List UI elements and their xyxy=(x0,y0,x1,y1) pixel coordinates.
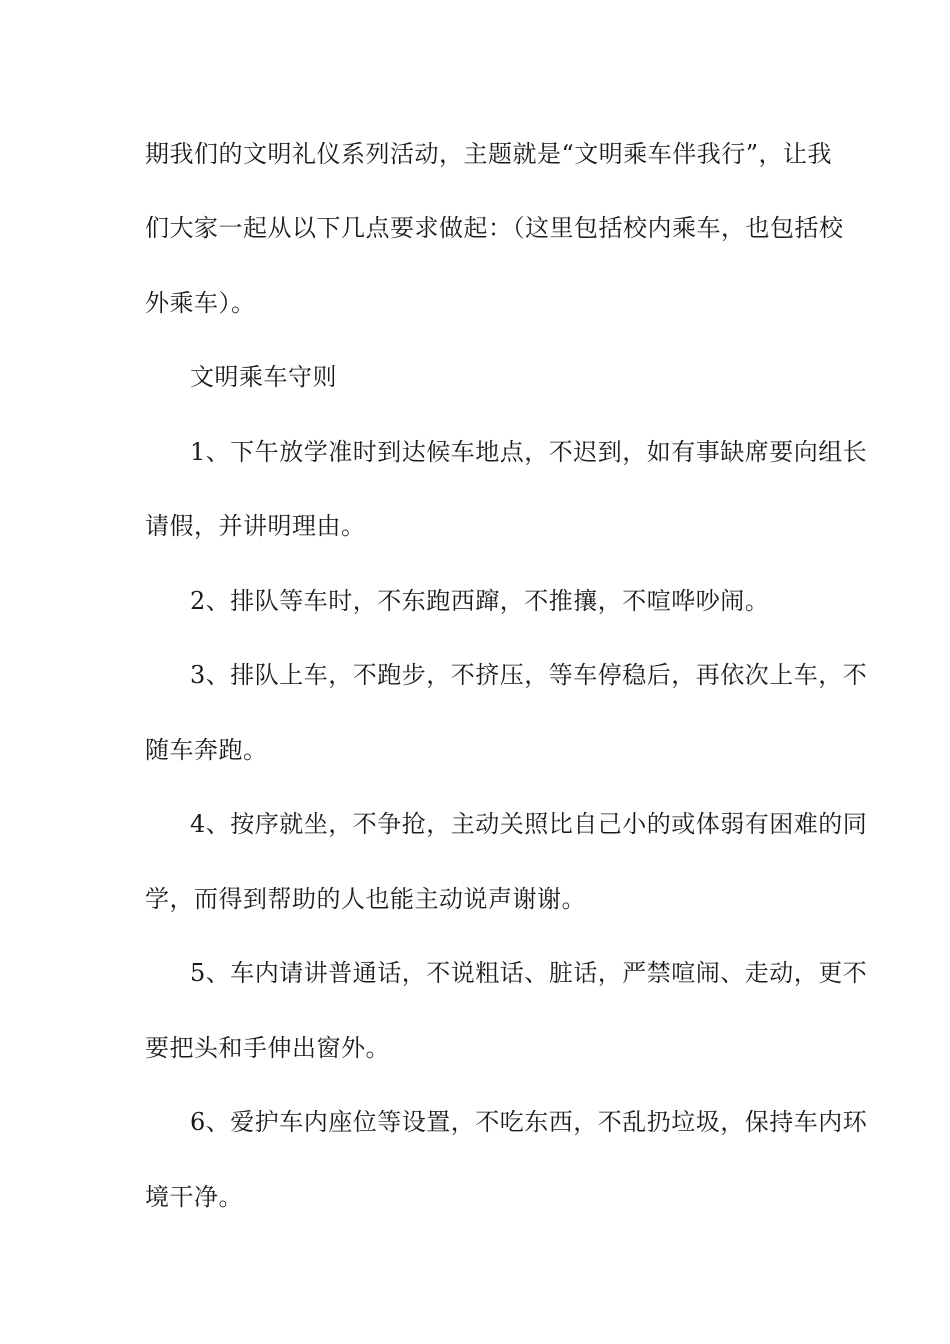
body-text-line: 请假，并讲明理由。 xyxy=(145,512,366,540)
rule-item-4: 4、按序就坐，不争抢，主动关照比自己小的或体弱有困难的同 xyxy=(190,810,868,838)
body-text-line: 学，而得到帮助的人也能主动说声谢谢。 xyxy=(145,885,586,913)
rule-item-5: 5、车内请讲普通话，不说粗话、脏话，严禁喧闹、走动，更不 xyxy=(190,959,868,987)
body-text-line: 外乘车）。 xyxy=(145,289,256,317)
rule-item-1: 1、下午放学准时到达候车地点，不迟到，如有事缺席要向组长 xyxy=(190,438,868,466)
body-text-line: 期我们的文明礼仪系列活动，主题就是“文明乘车伴我行”，让我 xyxy=(145,140,833,168)
rule-item-6: 6、爱护车内座位等设置，不吃东西，不乱扔垃圾，保持车内环 xyxy=(190,1108,868,1136)
body-text-line: 们大家一起从以下几点要求做起：（这里包括校内乘车，也包括校 xyxy=(145,214,844,242)
rule-item-2: 2、排队等车时，不东跑西蹿，不推攘，不喧哗吵闹。 xyxy=(190,587,770,615)
rule-item-3: 3、排队上车，不跑步，不挤压，等车停稳后，再依次上车，不 xyxy=(190,661,868,689)
body-text-line: 随车奔跑。 xyxy=(145,736,268,764)
body-text-line: 要把头和手伸出窗外。 xyxy=(145,1034,390,1062)
body-text-line: 境干净。 xyxy=(145,1183,243,1211)
section-heading: 文明乘车守则 xyxy=(190,363,337,391)
